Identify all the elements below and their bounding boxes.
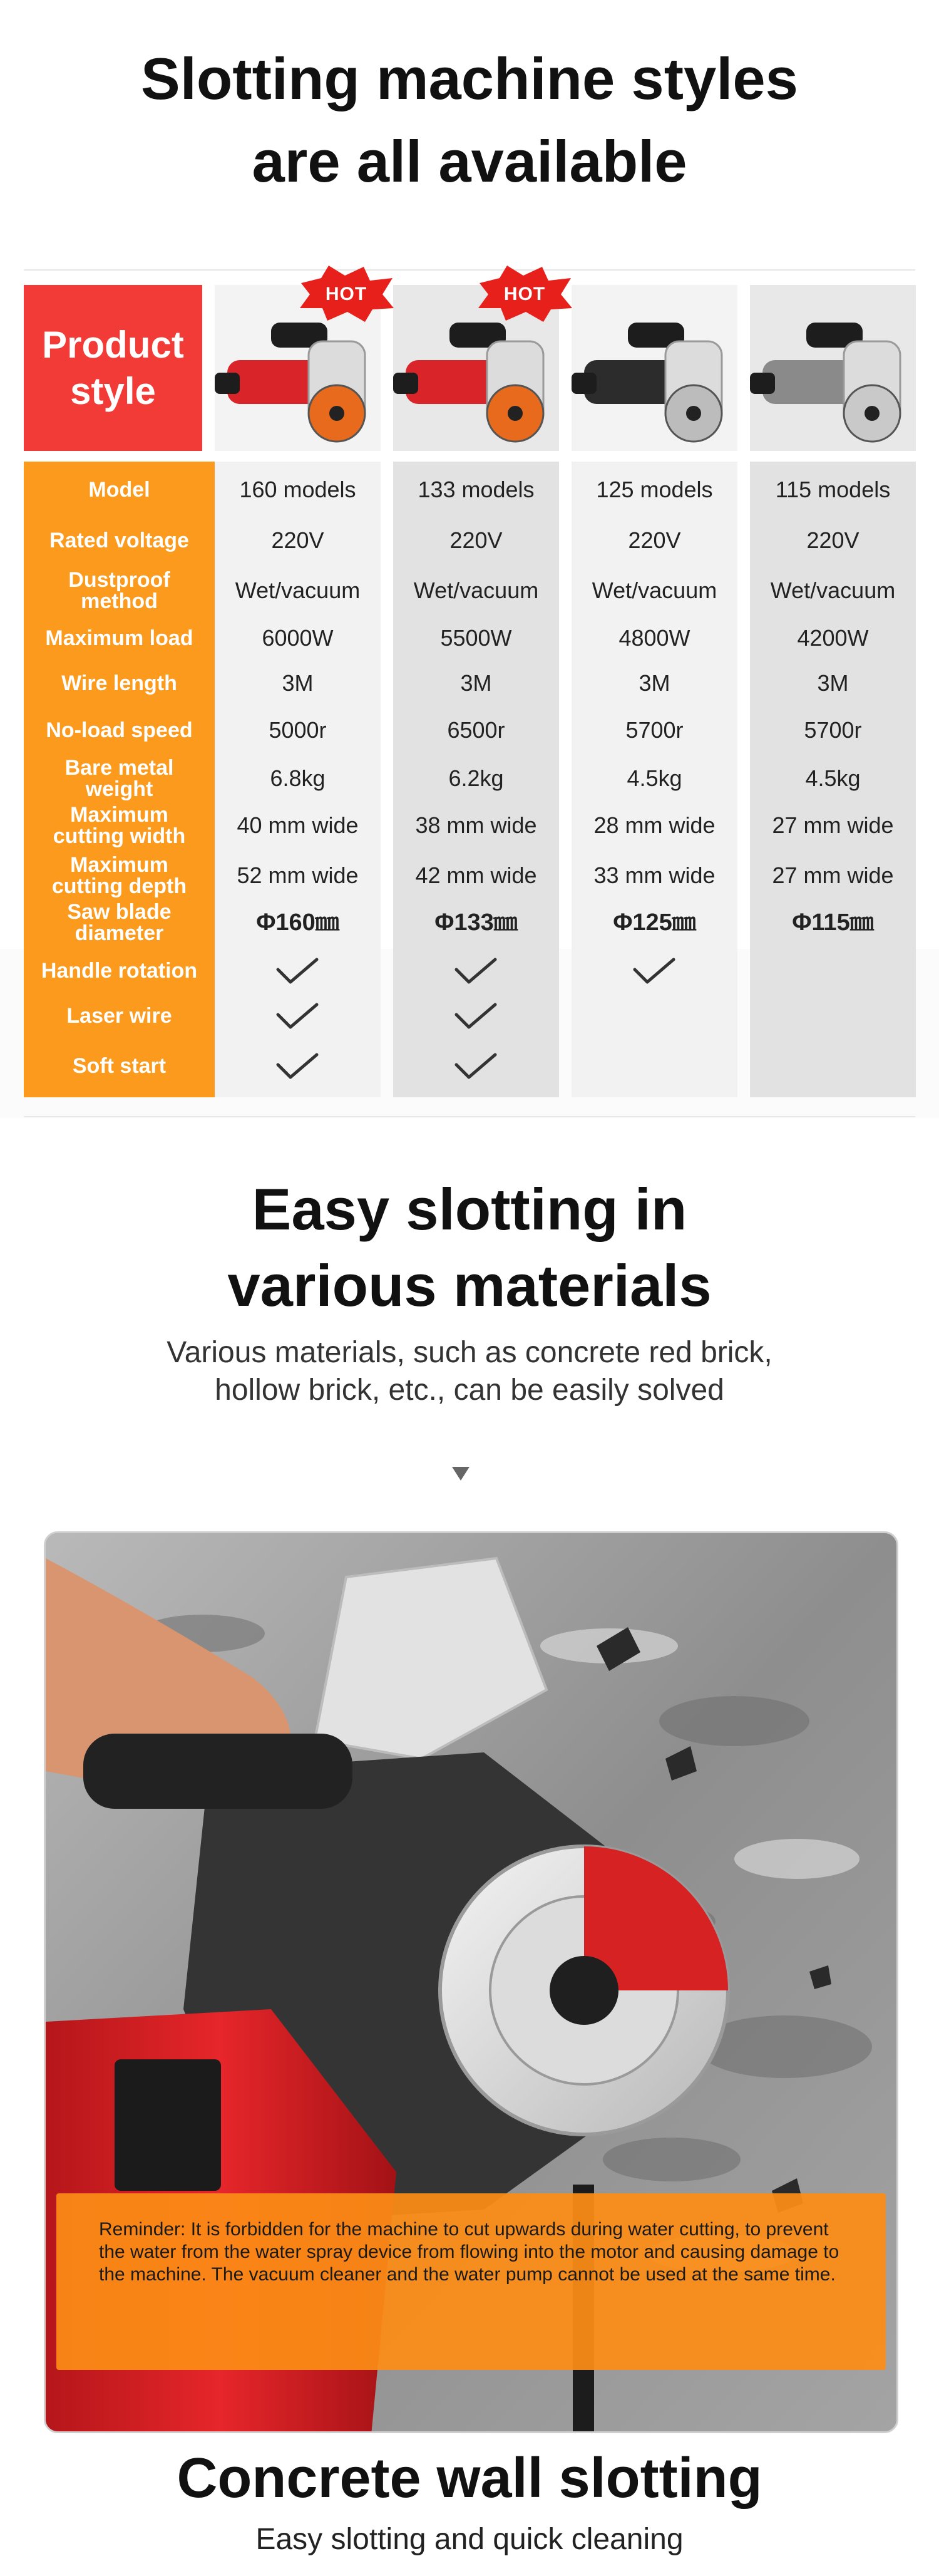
section-subtitle-concrete: Easy slotting and quick cleaning bbox=[255, 2523, 684, 2556]
spec-cell-diameter: Φ115㎜ bbox=[792, 909, 874, 936]
spec-cell-voltage: 220V bbox=[449, 527, 503, 553]
title-line: Easy slotting in bbox=[252, 1176, 687, 1242]
spec-cell-wire: 3M bbox=[282, 670, 314, 696]
divider bbox=[24, 269, 915, 271]
spec-cell-load: 5500W bbox=[440, 625, 512, 651]
row-label-line: No-load speed bbox=[46, 718, 193, 742]
spec-cell-voltage: 220V bbox=[271, 527, 324, 553]
row-label-line: Soft start bbox=[72, 1054, 167, 1078]
subtitle-line: hollow brick, etc., can be easily solved bbox=[215, 1373, 724, 1407]
checkmark-icon bbox=[454, 1052, 498, 1080]
title-line: Slotting machine styles bbox=[141, 46, 798, 111]
spec-cell-wire: 3M bbox=[639, 670, 670, 696]
slotting-machine-icon bbox=[572, 285, 737, 451]
spec-cell-depth: 27 mm wide bbox=[772, 862, 894, 888]
section-title-concrete: Concrete wall slotting bbox=[177, 2447, 762, 2510]
spec-cell-depth: 52 mm wide bbox=[237, 862, 359, 888]
spec-cell-model: 133 models bbox=[418, 477, 535, 502]
row-label-line: Maximum bbox=[70, 853, 168, 877]
spec-cell-model: 160 models bbox=[239, 477, 356, 502]
row-label-line: Dustproof bbox=[68, 568, 170, 592]
row-label bbox=[24, 854, 215, 897]
row-label-line: Laser wire bbox=[66, 1004, 172, 1028]
row-label-line: cutting width bbox=[53, 824, 186, 848]
row-label-line: weight bbox=[85, 777, 153, 801]
section-title-materials bbox=[0, 1171, 939, 1324]
row-label-line: Model bbox=[88, 478, 150, 502]
spec-cell-dustproof: Wet/vacuum bbox=[413, 577, 539, 603]
row-label-line: Maximum load bbox=[45, 626, 193, 650]
spec-cell-width: 27 mm wide bbox=[772, 812, 894, 838]
spec-cell-model: 125 models bbox=[596, 477, 713, 502]
hot-label: HOT bbox=[325, 283, 367, 304]
checkmark-icon bbox=[454, 957, 498, 985]
checkmark-icon bbox=[275, 1002, 319, 1030]
product-photo bbox=[750, 285, 916, 451]
row-label bbox=[24, 530, 215, 551]
row-label-line: method bbox=[81, 589, 158, 613]
row-label-line: Maximum bbox=[70, 803, 168, 827]
section-subtitle-materials bbox=[0, 1334, 939, 1409]
checkmark-icon bbox=[632, 957, 676, 985]
spec-cell-dustproof: Wet/vacuum bbox=[592, 577, 717, 603]
row-label bbox=[24, 1005, 215, 1027]
spec-cell-width: 40 mm wide bbox=[237, 812, 359, 838]
row-label bbox=[24, 720, 215, 741]
section-title-styles bbox=[0, 38, 939, 203]
spec-cell-depth: 42 mm wide bbox=[415, 862, 537, 888]
spec-cell-load: 4800W bbox=[618, 625, 690, 651]
spec-cell-load: 4200W bbox=[797, 625, 869, 651]
reminder-banner: Reminder: It is forbidden for the machine to cut upwards during water cutting, to prevent the water from the water spray device from flowing into the motor and causing damage to the machine. The vacuum cleaner and the water pump cannot be used at the same time. bbox=[56, 2193, 886, 2370]
product-style-label: Product bbox=[42, 323, 184, 366]
checkmark-icon bbox=[275, 1052, 319, 1080]
spec-cell-diameter: Φ160㎜ bbox=[256, 909, 339, 936]
row-label-line: Rated voltage bbox=[49, 529, 189, 552]
row-label bbox=[24, 804, 215, 847]
row-label-line: Bare metal bbox=[64, 756, 174, 780]
hot-badge bbox=[296, 264, 396, 324]
spec-cell-weight: 6.2kg bbox=[448, 765, 504, 791]
spec-cell-dustproof: Wet/vacuum bbox=[770, 577, 896, 603]
spec-cell-voltage: 220V bbox=[806, 527, 859, 553]
row-label bbox=[24, 757, 215, 800]
row-label-line: Handle rotation bbox=[41, 959, 198, 983]
spec-cell-depth: 33 mm wide bbox=[593, 862, 716, 888]
checkmark-icon bbox=[275, 957, 319, 985]
row-label bbox=[24, 628, 215, 649]
triangle-down-icon bbox=[452, 1467, 470, 1481]
spec-cell-diameter: Φ133㎜ bbox=[434, 909, 518, 936]
product-style-header bbox=[24, 285, 202, 451]
product-photo bbox=[572, 285, 737, 451]
spec-cell-dustproof: Wet/vacuum bbox=[235, 577, 361, 603]
row-label bbox=[24, 960, 215, 981]
row-label-line: Wire length bbox=[61, 671, 177, 695]
spec-cell-speed: 5700r bbox=[804, 717, 862, 743]
spec-cell-width: 28 mm wide bbox=[593, 812, 716, 838]
spec-cell-speed: 5000r bbox=[269, 717, 327, 743]
product-style-label: style bbox=[70, 370, 156, 412]
hot-label: HOT bbox=[503, 283, 546, 304]
row-label bbox=[24, 1055, 215, 1077]
row-label bbox=[24, 901, 215, 944]
row-label-line: Saw blade bbox=[67, 900, 172, 924]
spec-cell-voltage: 220V bbox=[628, 527, 681, 553]
row-label bbox=[24, 569, 215, 612]
spec-cell-speed: 6500r bbox=[447, 717, 505, 743]
title-line: various materials bbox=[227, 1253, 712, 1318]
subtitle-line: Various materials, such as concrete red brick, bbox=[167, 1336, 772, 1369]
row-label-line: cutting depth bbox=[51, 874, 187, 898]
comparison-table bbox=[0, 269, 939, 1121]
row-label-line: diameter bbox=[74, 921, 164, 945]
spec-cell-diameter: Φ125㎜ bbox=[613, 909, 696, 936]
spec-cell-weight: 4.5kg bbox=[627, 765, 682, 791]
spec-cell-speed: 5700r bbox=[625, 717, 684, 743]
divider bbox=[24, 1116, 915, 1117]
row-label bbox=[24, 673, 215, 694]
hot-badge bbox=[475, 264, 575, 324]
slotting-machine-icon bbox=[750, 285, 916, 451]
spec-cell-wire: 3M bbox=[817, 670, 849, 696]
spec-cell-wire: 3M bbox=[460, 670, 492, 696]
row-label bbox=[24, 479, 215, 500]
spec-cell-load: 6000W bbox=[262, 625, 334, 651]
spec-cell-width: 38 mm wide bbox=[415, 812, 537, 838]
spec-cell-weight: 6.8kg bbox=[270, 765, 326, 791]
spec-cell-weight: 4.5kg bbox=[805, 765, 861, 791]
title-line: are all available bbox=[252, 128, 687, 194]
checkmark-icon bbox=[454, 1002, 498, 1030]
spec-cell-model: 115 models bbox=[775, 477, 891, 502]
